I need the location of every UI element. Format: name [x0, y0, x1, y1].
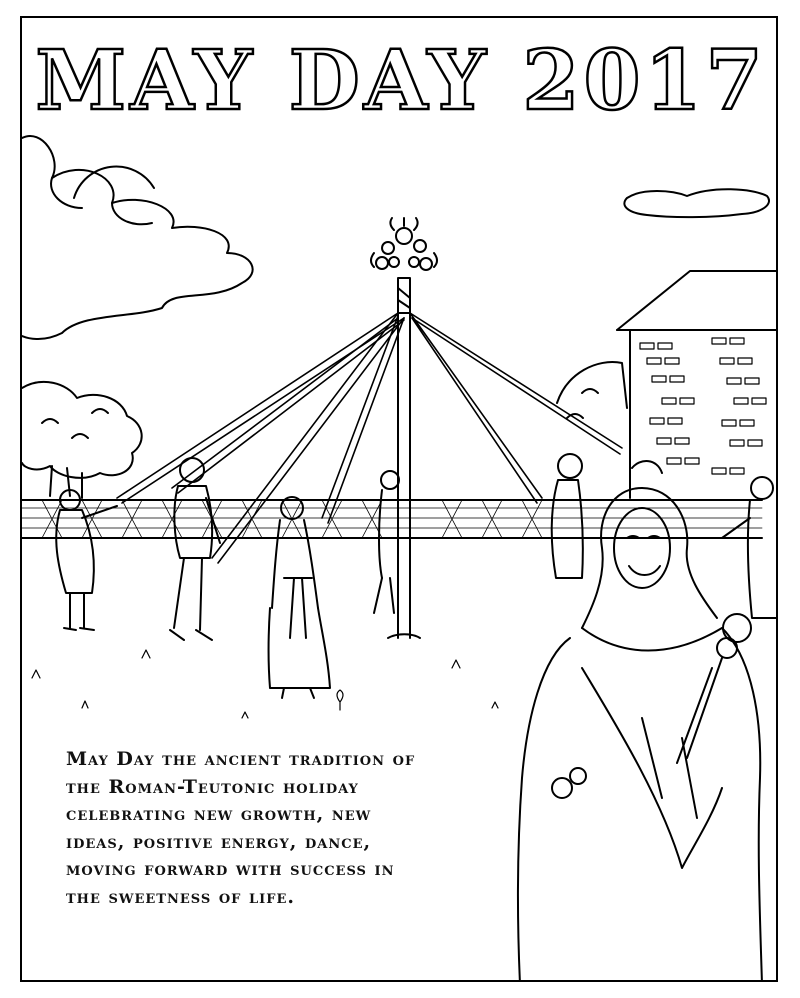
tree-left — [22, 382, 142, 478]
fence-net — [22, 500, 762, 538]
dancer-right — [552, 454, 583, 578]
smiling-woman-with-bouquet — [518, 461, 762, 982]
dancer-behind-pole — [374, 471, 399, 613]
page-title: MAY DAY 2017 — [35, 33, 767, 129]
caption-line: celebrating new growth, new — [66, 803, 372, 825]
dancer-woman-center — [269, 497, 331, 698]
caption-line: May Day the ancient tradition of — [66, 748, 416, 770]
cloud-right — [624, 189, 769, 217]
maypole-flower-crown — [371, 218, 437, 270]
caption-line: the sweetness of life. — [66, 885, 295, 908]
maypole-ribbons — [117, 313, 622, 563]
caption-line: moving forward with success in — [66, 858, 395, 880]
dancer-far-right — [722, 477, 778, 618]
coloring-page — [20, 16, 778, 982]
caption-text — [66, 746, 516, 911]
caption-line: the Roman-Teutonic holiday — [66, 775, 359, 798]
cloud-left — [22, 136, 253, 339]
grass-tufts — [32, 650, 498, 718]
tree-right — [557, 362, 627, 408]
dancer-man — [170, 458, 220, 640]
dancer-left — [56, 490, 117, 630]
brick-building — [617, 271, 778, 498]
caption-line: ideas, positive energy, dance, — [66, 830, 372, 853]
